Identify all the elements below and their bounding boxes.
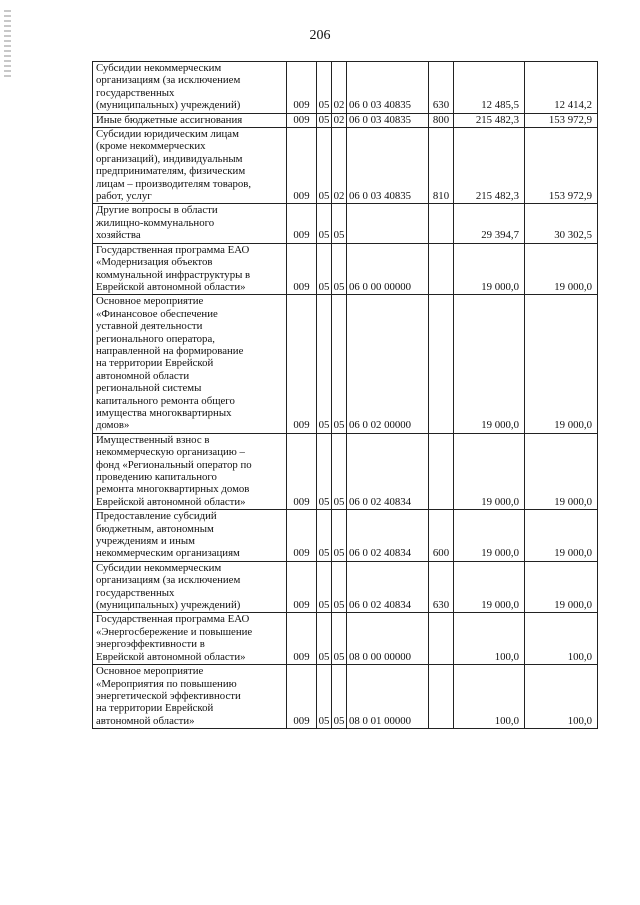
amount-year-2: 30 302,5 bbox=[525, 204, 598, 243]
ministry-code: 009 bbox=[287, 613, 317, 665]
expense-type-code: 600 bbox=[429, 510, 454, 562]
row-name: Государственная программа ЕАО «Модернизация объектов коммунальной инфраструктуры в Еврейской автономной области» bbox=[93, 243, 287, 295]
expense-type-code: 630 bbox=[429, 561, 454, 613]
amount-year-2: 19 000,0 bbox=[525, 243, 598, 295]
section-code: 05 bbox=[317, 433, 332, 509]
amount-year-2: 19 000,0 bbox=[525, 510, 598, 562]
table-row bbox=[93, 243, 598, 295]
expense-type-code: 630 bbox=[429, 62, 454, 114]
amount-year-1: 215 482,3 bbox=[454, 113, 525, 127]
table-row bbox=[93, 561, 598, 613]
row-name: Основное мероприятие «Мероприятия по повышению энергетической эффективности на территории Еврейской автономной области» bbox=[93, 665, 287, 729]
expense-type-code: 800 bbox=[429, 113, 454, 127]
section-code: 05 bbox=[317, 510, 332, 562]
amount-year-1: 29 394,7 bbox=[454, 204, 525, 243]
target-article-code bbox=[347, 204, 429, 243]
page-number: 206 bbox=[309, 28, 331, 43]
amount-year-2: 153 972,9 bbox=[525, 113, 598, 127]
subsection-code: 05 bbox=[332, 510, 347, 562]
budget-table-body bbox=[93, 62, 598, 729]
table-row bbox=[93, 295, 598, 433]
ministry-code: 009 bbox=[287, 561, 317, 613]
amount-year-1: 19 000,0 bbox=[454, 433, 525, 509]
amount-year-2: 100,0 bbox=[525, 613, 598, 665]
amount-year-2: 19 000,0 bbox=[525, 295, 598, 433]
amount-year-1: 12 485,5 bbox=[454, 62, 525, 114]
target-article-code: 06 0 03 40835 bbox=[347, 113, 429, 127]
table-row bbox=[93, 433, 598, 509]
row-name: Субсидии некоммерческим организациям (за исключением государственных (муниципальных) учреждений) bbox=[93, 561, 287, 613]
target-article-code: 06 0 03 40835 bbox=[347, 62, 429, 114]
ministry-code: 009 bbox=[287, 113, 317, 127]
subsection-code: 05 bbox=[332, 295, 347, 433]
row-name: Государственная программа ЕАО «Энергосбережение и повышение энергоэффективности в Еврейской автономной области» bbox=[93, 613, 287, 665]
expense-type-code bbox=[429, 665, 454, 729]
subsection-code: 05 bbox=[332, 613, 347, 665]
scan-edge-mark bbox=[4, 10, 11, 80]
amount-year-1: 19 000,0 bbox=[454, 561, 525, 613]
table-row bbox=[93, 510, 598, 562]
expense-type-code bbox=[429, 433, 454, 509]
table-row bbox=[93, 113, 598, 127]
section-code: 05 bbox=[317, 295, 332, 433]
amount-year-2: 12 414,2 bbox=[525, 62, 598, 114]
subsection-code: 05 bbox=[332, 204, 347, 243]
table-row bbox=[93, 204, 598, 243]
expense-type-code bbox=[429, 204, 454, 243]
target-article-code: 08 0 00 00000 bbox=[347, 613, 429, 665]
target-article-code: 06 0 02 40834 bbox=[347, 433, 429, 509]
ministry-code: 009 bbox=[287, 665, 317, 729]
amount-year-1: 100,0 bbox=[454, 665, 525, 729]
section-code: 05 bbox=[317, 62, 332, 114]
row-name: Основное мероприятие «Финансовое обеспечение уставной деятельности регионального оператора, направленной на формирование на территории Еврейской автономной области региональной системы капитального ремонта общего имущества многоквартирных домов» bbox=[93, 295, 287, 433]
row-name: Иные бюджетные ассигнования bbox=[93, 113, 287, 127]
row-name: Субсидии юридическим лицам (кроме некоммерческих организаций), индивидуальным предпринимателям, физическим лицам – производителям товаров, работ, услуг bbox=[93, 128, 287, 204]
table-row bbox=[93, 62, 598, 114]
amount-year-1: 19 000,0 bbox=[454, 510, 525, 562]
section-code: 05 bbox=[317, 561, 332, 613]
subsection-code: 02 bbox=[332, 62, 347, 114]
amount-year-2: 19 000,0 bbox=[525, 561, 598, 613]
ministry-code: 009 bbox=[287, 204, 317, 243]
amount-year-1: 100,0 bbox=[454, 613, 525, 665]
ministry-code: 009 bbox=[287, 295, 317, 433]
ministry-code: 009 bbox=[287, 433, 317, 509]
subsection-code: 02 bbox=[332, 128, 347, 204]
row-name: Другие вопросы в области жилищно-коммунального хозяйства bbox=[93, 204, 287, 243]
amount-year-1: 215 482,3 bbox=[454, 128, 525, 204]
row-name: Субсидии некоммерческим организациям (за исключением государственных (муниципальных) учреждений) bbox=[93, 62, 287, 114]
section-code: 05 bbox=[317, 613, 332, 665]
ministry-code: 009 bbox=[287, 510, 317, 562]
section-code: 05 bbox=[317, 665, 332, 729]
expense-type-code: 810 bbox=[429, 128, 454, 204]
table-row bbox=[93, 128, 598, 204]
row-name: Предоставление субсидий бюджетным, автономным учреждениям и иным некоммерческим организациям bbox=[93, 510, 287, 562]
subsection-code: 02 bbox=[332, 113, 347, 127]
amount-year-1: 19 000,0 bbox=[454, 243, 525, 295]
subsection-code: 05 bbox=[332, 561, 347, 613]
expense-type-code bbox=[429, 243, 454, 295]
ministry-code: 009 bbox=[287, 243, 317, 295]
amount-year-2: 100,0 bbox=[525, 665, 598, 729]
target-article-code: 06 0 03 40835 bbox=[347, 128, 429, 204]
section-code: 05 bbox=[317, 128, 332, 204]
section-code: 05 bbox=[317, 204, 332, 243]
expense-type-code bbox=[429, 613, 454, 665]
expense-type-code bbox=[429, 295, 454, 433]
table-row bbox=[93, 613, 598, 665]
budget-table bbox=[92, 61, 598, 729]
subsection-code: 05 bbox=[332, 433, 347, 509]
amount-year-1: 19 000,0 bbox=[454, 295, 525, 433]
subsection-code: 05 bbox=[332, 243, 347, 295]
section-code: 05 bbox=[317, 243, 332, 295]
target-article-code: 08 0 01 00000 bbox=[347, 665, 429, 729]
target-article-code: 06 0 00 00000 bbox=[347, 243, 429, 295]
row-name: Имущественный взнос в некоммерческую организацию – фонд «Региональный оператор по проведению капитального ремонта многоквартирных домов Еврейской автономной области» bbox=[93, 433, 287, 509]
amount-year-2: 153 972,9 bbox=[525, 128, 598, 204]
subsection-code: 05 bbox=[332, 665, 347, 729]
ministry-code: 009 bbox=[287, 128, 317, 204]
target-article-code: 06 0 02 00000 bbox=[347, 295, 429, 433]
section-code: 05 bbox=[317, 113, 332, 127]
ministry-code: 009 bbox=[287, 62, 317, 114]
table-row bbox=[93, 665, 598, 729]
target-article-code: 06 0 02 40834 bbox=[347, 561, 429, 613]
target-article-code: 06 0 02 40834 bbox=[347, 510, 429, 562]
amount-year-2: 19 000,0 bbox=[525, 433, 598, 509]
